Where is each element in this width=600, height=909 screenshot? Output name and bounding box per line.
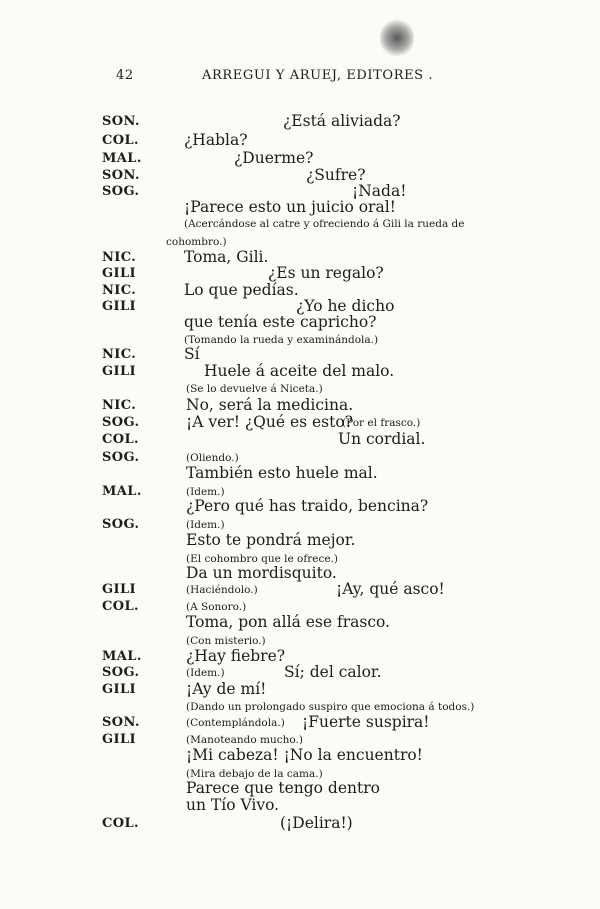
direction-text: (Acercándose al catre y ofreciendo á Gili la rueda de — [184, 218, 465, 230]
line-text: Da un mordisquito. — [186, 564, 337, 582]
direction-text: (Mira debajo de la cama.) — [186, 768, 323, 780]
line-text: Un cordial. — [338, 430, 426, 448]
dialogue-line — [0, 613, 600, 633]
line-text: ¿Está aliviada? — [283, 112, 401, 130]
speaker: MAL. — [102, 151, 142, 166]
speaker: NIC. — [102, 398, 137, 413]
dialogue-line — [0, 531, 600, 551]
speaker: GILI — [102, 682, 137, 697]
line-text: Toma, Gili. — [184, 248, 269, 266]
direction-text: (Con misterio.) — [186, 635, 266, 647]
dialogue-line — [0, 796, 600, 816]
direction-text: (Idem.) — [186, 519, 225, 531]
direction-text: (Manoteando mucho.) — [186, 734, 303, 746]
line-text: ¡Mi cabeza! ¡No la encuentro! — [186, 746, 423, 764]
dialogue-line — [0, 746, 600, 766]
direction-text: (Haciéndolo.) — [186, 584, 258, 596]
line-text: ¡Parece esto un juicio oral! — [184, 198, 396, 216]
speaker: SOG. — [102, 184, 140, 199]
ink-smudge — [380, 18, 414, 58]
dialogue-line — [0, 131, 600, 151]
line-text: que tenía este capricho? — [184, 313, 377, 331]
dialogue-line — [0, 112, 600, 132]
direction-text: (Dando un prolongado suspiro que emociona á todos.) — [186, 701, 475, 713]
speaker: GILI — [102, 582, 137, 597]
dialogue-line — [0, 430, 600, 450]
speaker: COL. — [102, 599, 139, 614]
speaker: GILI — [102, 732, 137, 747]
speaker: NIC. — [102, 283, 137, 298]
line-text: También esto huele mal. — [186, 464, 378, 482]
line-text: un Tío Vivo. — [186, 796, 280, 814]
direction-text: (El cohombro que le ofrece.) — [186, 553, 339, 565]
dialogue-line — [0, 497, 600, 517]
line-text: Toma, pon allá ese frasco. — [186, 613, 390, 631]
speaker: SON. — [102, 715, 140, 730]
direction-text: (Idem.) — [186, 667, 225, 679]
dialogue-line — [0, 814, 600, 834]
line-text: Lo que pedías. — [184, 281, 299, 299]
line-text: ¿Es un regalo? — [268, 264, 384, 282]
speaker: COL. — [102, 432, 139, 447]
line-text: ¡Nada! — [352, 182, 407, 200]
line-text: ¿Pero qué has traido, bencina? — [186, 497, 429, 515]
line-text: ¡Ay de mí! — [186, 680, 267, 698]
page-header — [0, 64, 600, 86]
direction-text: (Oliendo.) — [186, 452, 239, 464]
speaker: SOG. — [102, 450, 140, 465]
direction-text: (Idem.) — [186, 486, 225, 498]
direction-text: (A Sonoro.) — [186, 601, 247, 613]
line-text: ¿Yo he dicho — [296, 297, 395, 315]
speaker: COL. — [102, 133, 139, 148]
line-text: ¡A ver! ¿Qué es esto? — [186, 413, 353, 431]
line-text: ¡Ay, qué asco! — [336, 580, 445, 598]
speaker: GILI — [102, 364, 137, 379]
speaker: SOG. — [102, 665, 140, 680]
line-text: ¿Duerme? — [234, 149, 314, 167]
speaker: COL. — [102, 816, 139, 831]
line-text: Esto te pondrá mejor. — [186, 531, 356, 549]
speaker: SOG. — [102, 517, 140, 532]
speaker: MAL. — [102, 484, 142, 499]
line-text: ¿Hay fiebre? — [186, 647, 286, 665]
speaker: NIC. — [102, 347, 137, 362]
direction-text: (Se lo devuelve á Niceta.) — [186, 383, 323, 395]
running-head: ARREGUI Y ARUEJ, EDITORES . — [202, 68, 434, 83]
page-number: 42 — [116, 68, 134, 83]
line-text: Sí — [184, 345, 200, 363]
line-text: ¡Fuerte suspira! — [302, 713, 430, 731]
stage-direction — [0, 214, 600, 234]
line-text: Parece que tengo dentro — [186, 779, 380, 797]
speaker: NIC. — [102, 250, 137, 265]
speaker: SON. — [102, 168, 140, 183]
speaker: MAL. — [102, 649, 142, 664]
speaker: SOG. — [102, 415, 140, 430]
direction-text: cohombro.) — [166, 236, 227, 248]
line-text: ¿Sufre? — [306, 166, 366, 184]
line-text: (¡Delira!) — [280, 814, 353, 832]
line-text: No, será la medicina. — [186, 396, 354, 414]
dialogue-line — [0, 464, 600, 484]
direction-text: (Por el frasco.) — [342, 417, 421, 429]
line-text: ¿Habla? — [184, 131, 248, 149]
speaker: GILI — [102, 299, 137, 314]
direction-text: (Contemplándola.) — [186, 717, 285, 729]
speaker: SON. — [102, 114, 140, 129]
speaker: GILI — [102, 266, 137, 281]
direction-text: (Tomando la rueda y examinándola.) — [184, 334, 379, 346]
line-text: Huele á aceite del malo. — [204, 362, 395, 380]
line-text: Sí; del calor. — [284, 663, 382, 681]
